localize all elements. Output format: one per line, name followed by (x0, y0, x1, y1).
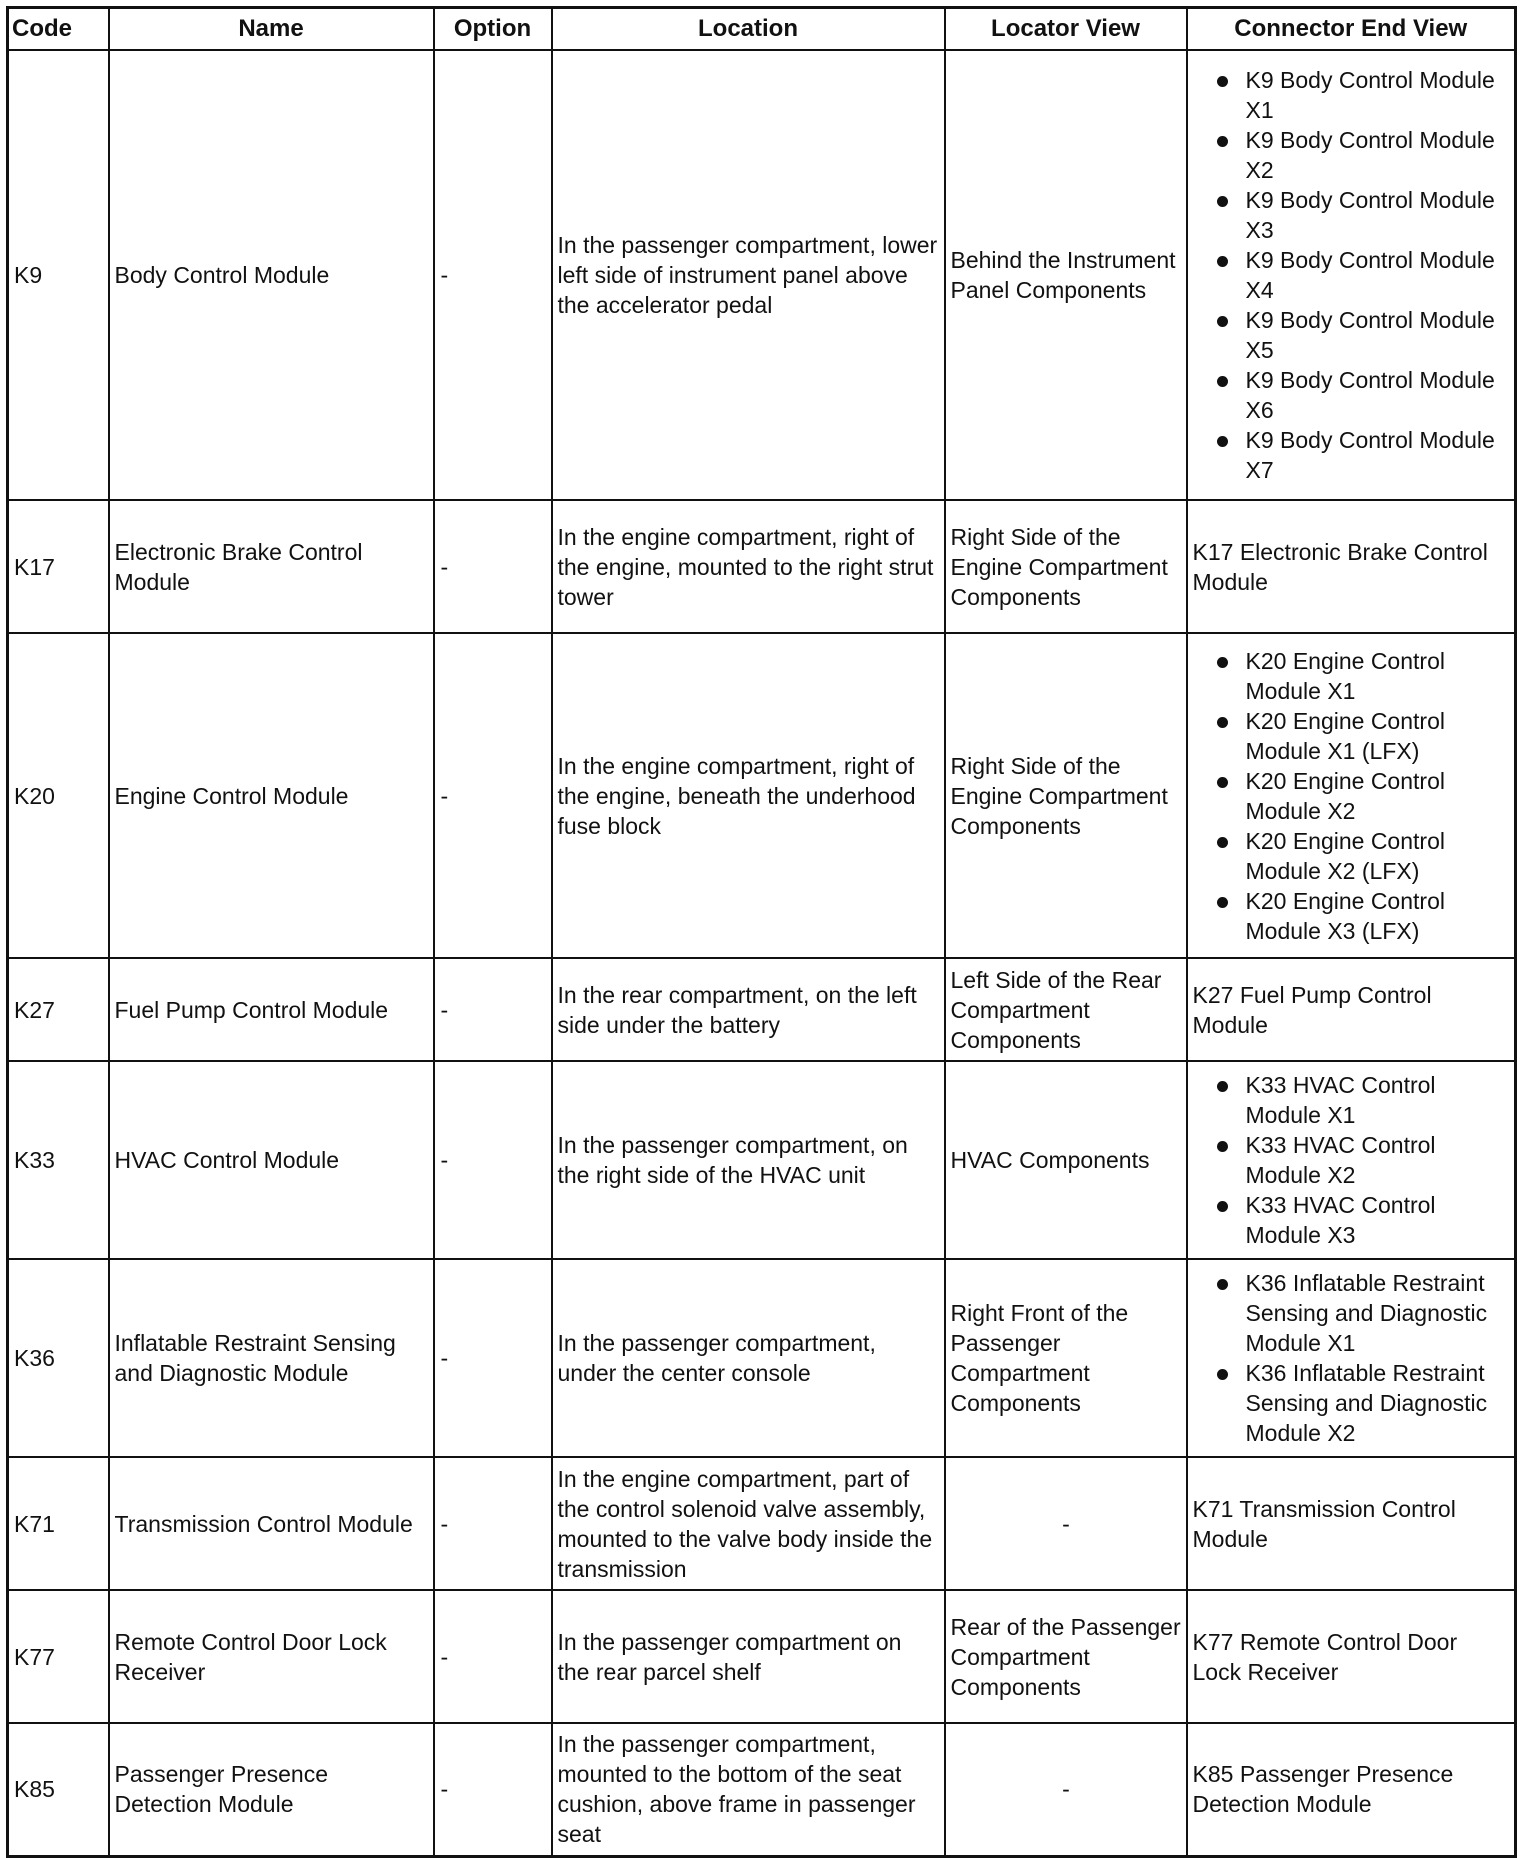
code-cell: K85 (8, 1723, 109, 1856)
table-row (8, 500, 1516, 633)
locator-view-cell: - (945, 1723, 1187, 1856)
locator-view-cell: Right Side of the Engine Compartment Components (945, 633, 1187, 958)
table-row (8, 633, 1516, 958)
connector-item[interactable]: K20 Engine Control Module X3 (LFX) (1193, 886, 1511, 946)
connector-end-view-cell[interactable]: K85 Passenger Presence Detection Module (1187, 1723, 1516, 1856)
table-row (8, 958, 1516, 1061)
connector-item[interactable]: K20 Engine Control Module X2 (1193, 766, 1511, 826)
location-cell: In the passenger compartment, under the center console (552, 1259, 945, 1457)
connector-end-view-header: Connector End View (1187, 8, 1516, 51)
name-header: Name (109, 8, 434, 51)
location-cell: In the rear compartment, on the left side under the battery (552, 958, 945, 1061)
locator-view-cell: Right Front of the Passenger Compartment Components (945, 1259, 1187, 1457)
location-cell: In the engine compartment, right of the engine, beneath the underhood fuse block (552, 633, 945, 958)
locator-view-header: Locator View (945, 8, 1187, 51)
name-cell: Engine Control Module (109, 633, 434, 958)
code-cell: K20 (8, 633, 109, 958)
code-header: Code (8, 8, 109, 51)
name-cell: Transmission Control Module (109, 1457, 434, 1590)
option-cell: - (434, 1723, 552, 1856)
connector-item[interactable]: K9 Body Control Module X7 (1193, 425, 1511, 485)
location-cell: In the engine compartment, part of the control solenoid valve assembly, mounted to the valve body inside the transmission (552, 1457, 945, 1590)
name-cell: Body Control Module (109, 50, 434, 500)
connector-end-view-cell[interactable]: K27 Fuel Pump Control Module (1187, 958, 1516, 1061)
table-row (8, 1590, 1516, 1723)
option-header: Option (434, 8, 552, 51)
code-cell: K77 (8, 1590, 109, 1723)
option-cell: - (434, 50, 552, 500)
location-cell: In the passenger compartment, mounted to the bottom of the seat cushion, above frame in passenger seat (552, 1723, 945, 1856)
locator-view-cell: Rear of the Passenger Compartment Components (945, 1590, 1187, 1723)
name-cell: Inflatable Restraint Sensing and Diagnostic Module (109, 1259, 434, 1457)
name-cell: Fuel Pump Control Module (109, 958, 434, 1061)
table-row (8, 1061, 1516, 1259)
option-cell: - (434, 1457, 552, 1590)
connector-list (1193, 1070, 1511, 1250)
locator-view-cell: Left Side of the Rear Compartment Components (945, 958, 1187, 1061)
connector-list (1193, 65, 1511, 485)
code-cell: K33 (8, 1061, 109, 1259)
option-cell: - (434, 1590, 552, 1723)
connector-item[interactable]: K9 Body Control Module X3 (1193, 185, 1511, 245)
connector-item[interactable]: K20 Engine Control Module X2 (LFX) (1193, 826, 1511, 886)
connector-list (1193, 1268, 1511, 1448)
option-cell: - (434, 1259, 552, 1457)
table-row (8, 50, 1516, 500)
connector-item[interactable]: K9 Body Control Module X5 (1193, 305, 1511, 365)
location-cell: In the passenger compartment, lower left side of instrument panel above the accelerator pedal (552, 50, 945, 500)
option-cell: - (434, 633, 552, 958)
connector-item[interactable]: K20 Engine Control Module X1 (1193, 646, 1511, 706)
connector-end-view-cell[interactable]: K71 Transmission Control Module (1187, 1457, 1516, 1590)
connector-item[interactable]: K9 Body Control Module X1 (1193, 65, 1511, 125)
table-header-row (8, 8, 1516, 51)
location-cell: In the engine compartment, right of the engine, mounted to the right strut tower (552, 500, 945, 633)
connector-item[interactable]: K36 Inflatable Restraint Sensing and Diagnostic Module X1 (1193, 1268, 1511, 1358)
connector-end-view-cell (1187, 1259, 1516, 1457)
location-cell: In the passenger compartment, on the right side of the HVAC unit (552, 1061, 945, 1259)
connector-end-view-cell[interactable]: K77 Remote Control Door Lock Receiver (1187, 1590, 1516, 1723)
option-cell: - (434, 958, 552, 1061)
code-cell: K9 (8, 50, 109, 500)
connector-item[interactable]: K36 Inflatable Restraint Sensing and Diagnostic Module X2 (1193, 1358, 1511, 1448)
name-cell: Remote Control Door Lock Receiver (109, 1590, 434, 1723)
table-row (8, 1259, 1516, 1457)
locator-view-cell: - (945, 1457, 1187, 1590)
code-cell: K27 (8, 958, 109, 1061)
connector-end-view-cell (1187, 633, 1516, 958)
location-cell: In the passenger compartment on the rear parcel shelf (552, 1590, 945, 1723)
component-locator-table-wrapper (6, 6, 1514, 1858)
connector-item[interactable]: K9 Body Control Module X4 (1193, 245, 1511, 305)
connector-end-view-cell[interactable]: K17 Electronic Brake Control Module (1187, 500, 1516, 633)
locator-view-cell: Behind the Instrument Panel Components (945, 50, 1187, 500)
locator-view-cell: Right Side of the Engine Compartment Components (945, 500, 1187, 633)
connector-list (1193, 646, 1511, 946)
component-locator-table (6, 6, 1517, 1858)
option-cell: - (434, 1061, 552, 1259)
table-row (8, 1723, 1516, 1856)
connector-item[interactable]: K9 Body Control Module X6 (1193, 365, 1511, 425)
connector-item[interactable]: K33 HVAC Control Module X3 (1193, 1190, 1511, 1250)
connector-end-view-cell (1187, 1061, 1516, 1259)
code-cell: K71 (8, 1457, 109, 1590)
connector-item[interactable]: K9 Body Control Module X2 (1193, 125, 1511, 185)
connector-item[interactable]: K20 Engine Control Module X1 (LFX) (1193, 706, 1511, 766)
connector-end-view-cell (1187, 50, 1516, 500)
name-cell: HVAC Control Module (109, 1061, 434, 1259)
table-row (8, 1457, 1516, 1590)
name-cell: Passenger Presence Detection Module (109, 1723, 434, 1856)
connector-item[interactable]: K33 HVAC Control Module X1 (1193, 1070, 1511, 1130)
code-cell: K17 (8, 500, 109, 633)
code-cell: K36 (8, 1259, 109, 1457)
name-cell: Electronic Brake Control Module (109, 500, 434, 633)
locator-view-cell: HVAC Components (945, 1061, 1187, 1259)
option-cell: - (434, 500, 552, 633)
connector-item[interactable]: K33 HVAC Control Module X2 (1193, 1130, 1511, 1190)
location-header: Location (552, 8, 945, 51)
